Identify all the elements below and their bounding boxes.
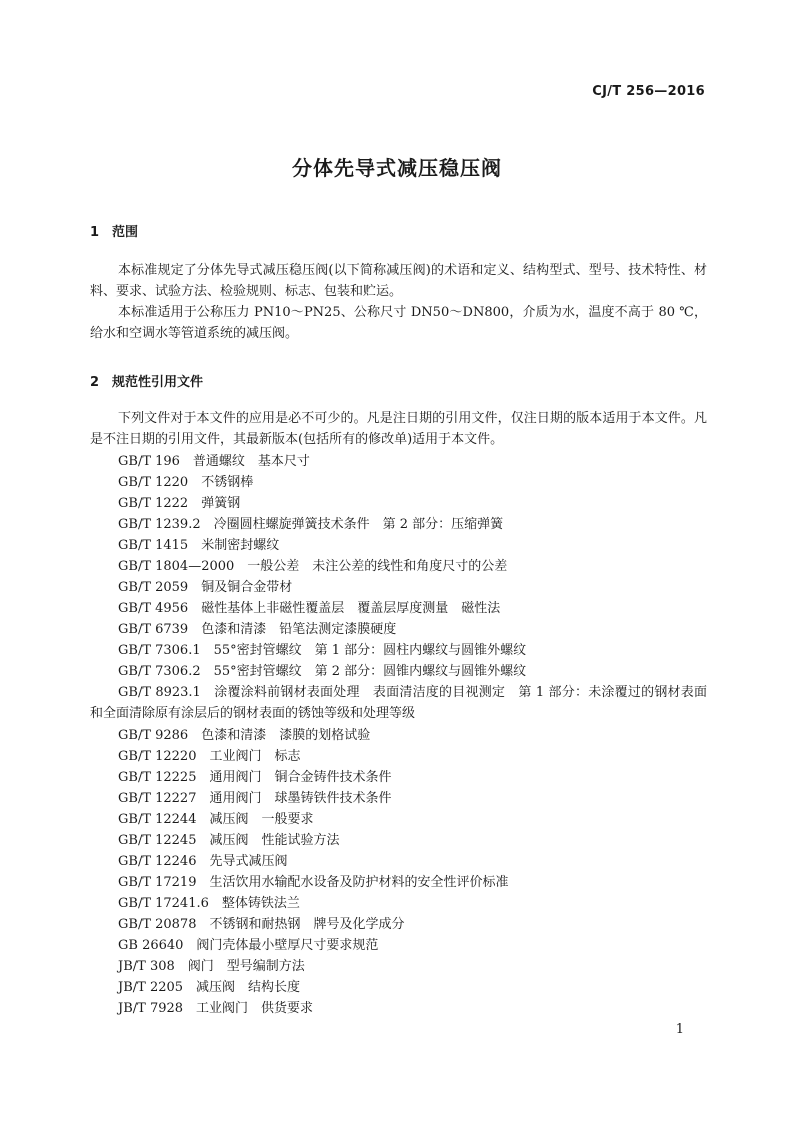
section-title: 规范性引用文件 <box>112 375 204 390</box>
section-2-intro: 下列文件对于本文件的应用是必不可少的。凡是注日期的引用文件，仅注日期的版本适用于本文件。凡是不注日期的引用文件，其最新版本(包括所有的修改单)适用于本文件。 <box>90 411 707 447</box>
reference-item-long: GB/T 8923.1 涂覆涂料前钢材表面处理 表面清洁度的目视测定 第 1 部分：未涂覆过的钢材表面和全面清除原有涂层后的钢材表面的锈蚀等级和处理等级 <box>90 685 707 721</box>
reference-item: GB/T 12220 工业阀门 标志 <box>118 749 301 764</box>
reference-item: GB/T 1804—2000 一般公差 未注公差的线性和角度尺寸的公差 <box>118 559 508 574</box>
page-title: 分体先导式减压稳压阀 <box>292 156 502 180</box>
reference-item: GB/T 12225 通用阀门 铜合金铸件技术条件 <box>118 770 392 785</box>
reference-item: GB/T 1239.2 冷圈圆柱螺旋弹簧技术条件 第 2 部分：压缩弹簧 <box>118 517 504 532</box>
reference-item: GB/T 20878 不锈钢和耐热钢 牌号及化学成分 <box>118 917 405 932</box>
reference-item: GB 26640 阀门壳体最小壁厚尺寸要求规范 <box>118 938 379 953</box>
reference-item: GB/T 7306.2 55°密封管螺纹 第 2 部分：圆锥内螺纹与圆锥外螺纹 <box>118 664 527 679</box>
section-1-paragraph-2: 本标准适用于公称压力 PN10～PN25、公称尺寸 DN50～DN800，介质为水，温度不高于 80 ℃，给水和空调水等管道系统的减压阀。 <box>90 305 707 341</box>
section-number: 2 <box>90 375 100 390</box>
reference-item: GB/T 7306.1 55°密封管螺纹 第 1 部分：圆柱内螺纹与圆锥外螺纹 <box>118 643 527 658</box>
reference-item: GB/T 12245 减压阀 性能试验方法 <box>118 833 340 848</box>
reference-item: GB/T 1415 米制密封螺纹 <box>118 538 280 553</box>
reference-item: GB/T 17241.6 整体铸铁法兰 <box>118 896 300 911</box>
reference-item: GB/T 1222 弹簧钢 <box>118 496 241 511</box>
reference-item: GB/T 4956 磁性基体上非磁性覆盖层 覆盖层厚度测量 磁性法 <box>118 601 501 616</box>
reference-item: GB/T 17219 生活饮用水输配水设备及防护材料的安全性评价标准 <box>118 875 509 890</box>
reference-item: GB/T 6739 色漆和清漆 铅笔法测定漆膜硬度 <box>118 622 397 637</box>
reference-item: JB/T 2205 减压阀 结构长度 <box>118 980 301 995</box>
standard-code: CJ/T 256—2016 <box>592 84 705 99</box>
reference-item: GB/T 12246 先导式减压阀 <box>118 854 288 869</box>
page-number: 1 <box>675 1022 684 1037</box>
section-1-heading <box>90 221 138 240</box>
reference-item: JB/T 7928 工业阀门 供货要求 <box>118 1001 314 1016</box>
reference-item: JB/T 308 阀门 型号编制方法 <box>118 959 305 974</box>
section-1-paragraph-1: 本标准规定了分体先导式减压稳压阀(以下简称减压阀)的术语和定义、结构型式、型号、技术特性、材料、要求、试验方法、检验规则、标志、包装和贮运。 <box>90 263 707 299</box>
reference-item: GB/T 12244 减压阀 一般要求 <box>118 812 314 827</box>
reference-item: GB/T 12227 通用阀门 球墨铸铁件技术条件 <box>118 791 392 806</box>
reference-item: GB/T 9286 色漆和清漆 漆膜的划格试验 <box>118 728 371 743</box>
section-title: 范围 <box>112 225 139 240</box>
section-2-heading <box>90 371 203 390</box>
section-number: 1 <box>90 225 100 240</box>
reference-item: GB/T 2059 铜及铜合金带材 <box>118 580 293 595</box>
reference-item: GB/T 1220 不锈钢棒 <box>118 475 254 490</box>
reference-item: GB/T 196 普通螺纹 基本尺寸 <box>118 454 310 469</box>
